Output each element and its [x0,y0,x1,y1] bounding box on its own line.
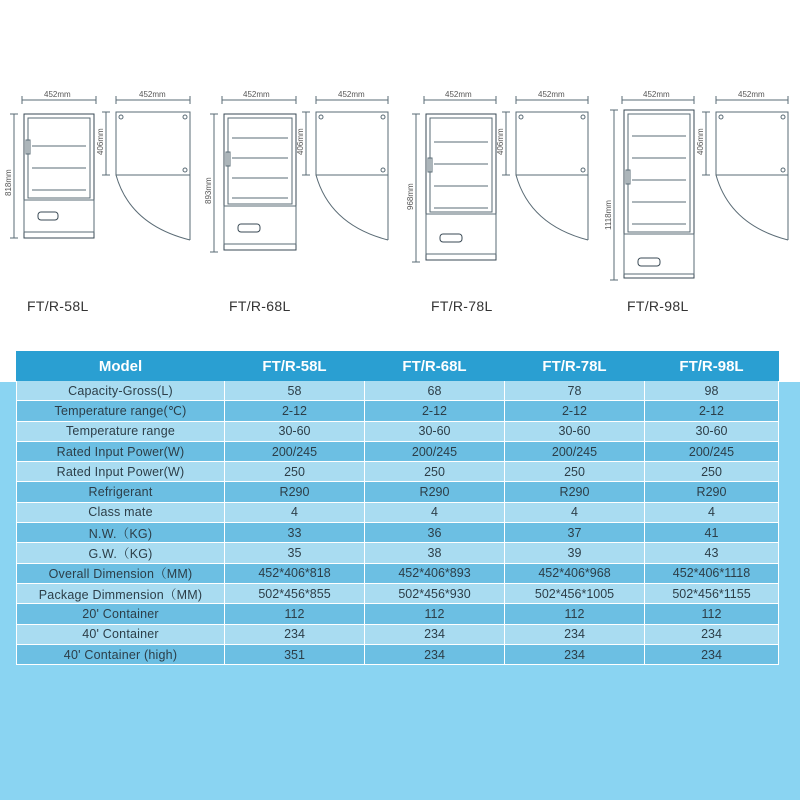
table-cell: 4 [645,502,779,522]
table-cell: 2-12 [505,401,645,421]
row-label: Rated Input Power(W) [17,462,225,482]
header-68l: FT/R-68L [365,352,505,381]
table-cell: 452*406*968 [505,563,645,583]
table-row [17,401,779,421]
table-cell: 452*406*818 [225,563,365,583]
row-label: Refrigerant [17,482,225,502]
table-cell: 30-60 [365,421,505,441]
depth-dim-58l: 406mm [96,128,105,155]
table-row [17,644,779,664]
row-label: 20' Container [17,604,225,624]
table-cell: 2-12 [645,401,779,421]
height-dim-58l: 818mm [4,169,13,196]
product-diagram-area [0,0,800,382]
table-cell: 35 [225,543,365,563]
table-cell: 112 [365,604,505,624]
table-cell: 4 [225,502,365,522]
table-cell: 351 [225,644,365,664]
row-label: 40' Container (high) [17,644,225,664]
table-header-row [17,352,779,381]
table-cell: 43 [645,543,779,563]
depth-dim-78l: 406mm [496,128,505,155]
table-cell: 4 [365,502,505,522]
table-row [17,543,779,563]
height-dim-98l: 1118mm [604,200,613,230]
model-label-68l: FT/R-68L [229,298,291,314]
table-cell: 38 [365,543,505,563]
row-label: Temperature range [17,421,225,441]
table-row [17,462,779,482]
table-cell: 4 [505,502,645,522]
table-cell: 250 [365,462,505,482]
door-width-dim-58l: 452mm [139,90,166,99]
table-cell: 234 [645,624,779,644]
table-row [17,441,779,461]
drawing-78l [412,96,588,262]
row-label: Overall Dimension（MM) [17,563,225,583]
table-cell: 234 [505,624,645,644]
table-body [17,381,779,665]
header-98l: FT/R-98L [645,352,779,381]
door-width-dim-98l: 452mm [738,90,765,99]
table-cell: 58 [225,381,365,401]
door-width-dim-78l: 452mm [538,90,565,99]
table-row [17,502,779,522]
table-cell: 200/245 [365,441,505,461]
table-row [17,583,779,603]
table-cell: 41 [645,523,779,543]
table-cell: 200/245 [505,441,645,461]
spec-table [16,351,779,665]
table-cell: 33 [225,523,365,543]
table-cell: 112 [505,604,645,624]
width-dim-68l: 452mm [243,90,270,99]
table-cell: 78 [505,381,645,401]
width-dim-78l: 452mm [445,90,472,99]
table-cell: 98 [645,381,779,401]
table-cell: 30-60 [505,421,645,441]
depth-dim-98l: 406mm [696,128,705,155]
depth-dim-68l: 406mm [296,128,305,155]
table-cell: 37 [505,523,645,543]
table-cell: R290 [365,482,505,502]
width-dim-58l: 452mm [44,90,71,99]
row-label: 40' Container [17,624,225,644]
header-78l: FT/R-78L [505,352,645,381]
table-cell: 250 [225,462,365,482]
table-cell: R290 [645,482,779,502]
table-cell: 250 [505,462,645,482]
dimension-drawings [0,0,800,340]
table-cell: 234 [645,644,779,664]
table-cell: 30-60 [645,421,779,441]
model-label-58l: FT/R-58L [27,298,89,314]
table-cell: R290 [225,482,365,502]
table-cell: 452*406*893 [365,563,505,583]
model-label-98l: FT/R-98L [627,298,689,314]
row-label: Capacity-Gross(L) [17,381,225,401]
table-row [17,421,779,441]
table-cell: 234 [365,624,505,644]
table-cell: 234 [225,624,365,644]
table-cell: 452*406*1118 [645,563,779,583]
row-label: N.W.（KG) [17,523,225,543]
table-cell: 502*456*1155 [645,583,779,603]
table-row [17,624,779,644]
table-cell: 234 [505,644,645,664]
table-row [17,482,779,502]
table-cell: 502*456*855 [225,583,365,603]
table-cell: 2-12 [225,401,365,421]
table-cell: 2-12 [365,401,505,421]
table-cell: 39 [505,543,645,563]
header-model: Model [17,352,225,381]
height-dim-78l: 968mm [406,183,415,210]
table-row [17,563,779,583]
row-label: Temperature range(℃) [17,401,225,421]
table-cell: 68 [365,381,505,401]
table-cell: 250 [645,462,779,482]
table-cell: R290 [505,482,645,502]
width-dim-98l: 452mm [643,90,670,99]
row-label: Class mate [17,502,225,522]
table-cell: 36 [365,523,505,543]
model-label-78l: FT/R-78L [431,298,493,314]
table-cell: 30-60 [225,421,365,441]
table-cell: 200/245 [645,441,779,461]
table-cell: 502*456*930 [365,583,505,603]
table-row [17,604,779,624]
table-cell: 234 [365,644,505,664]
row-label: G.W.（KG) [17,543,225,563]
row-label: Package Dimmension（MM) [17,583,225,603]
table-cell: 200/245 [225,441,365,461]
table-cell: 112 [645,604,779,624]
table-row [17,523,779,543]
table-cell: 502*456*1005 [505,583,645,603]
height-dim-68l: 893mm [204,177,213,204]
table-cell: 112 [225,604,365,624]
row-label: Rated Input Power(W) [17,441,225,461]
header-58l: FT/R-58L [225,352,365,381]
drawing-58l [10,96,190,240]
drawing-98l [610,96,788,280]
table-row [17,381,779,401]
door-width-dim-68l: 452mm [338,90,365,99]
drawing-68l [210,96,388,252]
